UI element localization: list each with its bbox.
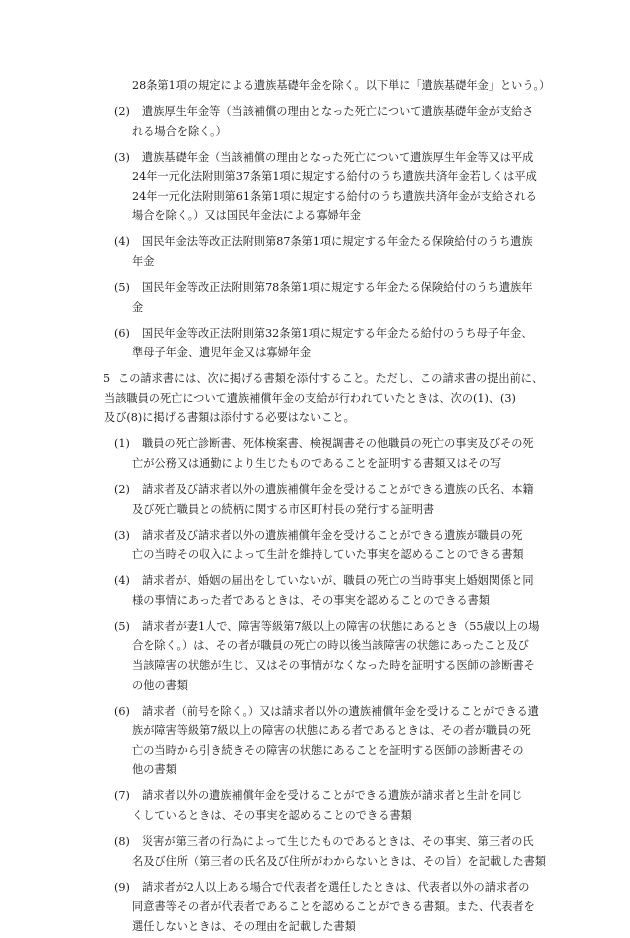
list-item-line: 国民年金等改正法附則第78条第1項に規定する年金たる保険給付のうち遺族年: [142, 281, 533, 294]
attachment-item-line: 請求者以外の遺族補償年金を受けることができる遺族が請求者と生計を同じ: [142, 789, 523, 803]
attachment-item-line: の他の書類: [132, 678, 188, 692]
list-item-number: (6): [114, 326, 130, 340]
list-item-line: 場合を除く。）又は国民年金法による寡婦年金: [132, 209, 362, 223]
attachment-item-number: (8): [114, 835, 130, 848]
list-item-line: 準母子年金、遺児年金又は寡婦年金: [132, 346, 312, 360]
attachment-item-line: 名及び住所（第三者の氏名及び住所がわからないときは、その旨）を記載した書類: [132, 854, 546, 868]
attachment-item-number: (2): [114, 483, 130, 496]
attachment-item-line: くしているときは、その事実を認めることのできる書類: [132, 809, 412, 822]
attachment-item-line: 請求者が妻1人で、障害等級第7級以上の障害の状態にあるとき（55歳以上の場: [142, 619, 540, 633]
attachment-item-line: 選任しないときは、その理由を記載した書類: [132, 919, 356, 933]
attachment-item-number: (3): [114, 528, 130, 542]
section-line: 及び(8)に掲げる書類は添付する必要はないこと。: [104, 411, 355, 425]
attachment-item-number: (4): [114, 574, 130, 588]
list-item-number: (3): [114, 150, 130, 164]
attachment-item-line: 合を除く。）は、その者が職員の死亡の時以後当該障害の状態にあったこと及び: [132, 639, 529, 653]
list-item-line: 24年一元化法附則第37条第1項に規定する給付のうち遺族共済年金若しくは平成: [132, 170, 537, 184]
section-number: 5: [103, 372, 111, 386]
attachment-item-line: 様の事情にあった者であるときは、その事実を認めることのできる書類: [132, 593, 490, 607]
section-line: 当該職員の死亡について遺族補償年金の支給が行われていたときは、次の(1)、(3): [104, 391, 516, 405]
attachment-item-line: 亡の当時その収入によって生計を維持していた事実を認めることのできる書類: [132, 548, 524, 562]
attachment-item-line: 請求者（前号を除く。）又は請求者以外の遺族補償年金を受けることができる遺: [142, 704, 539, 718]
attachment-item-line: 災害が第三者の行為によって生じたものであるときは、その事実、第三者の氏: [142, 835, 534, 848]
list-item-line: れる場合を除く。）: [132, 124, 227, 138]
attachment-item-line: 当該障害の状態が生じ、又はその事情がなくなった時を証明する医師の診断書そ: [132, 659, 535, 672]
list-item-line: 遺族基礎年金（当該補償の理由となった死亡について遺族厚生年金等又は平成: [142, 150, 534, 164]
list-item-number: (4): [114, 235, 130, 249]
attachment-item-line: 及び死亡職員との続柄に関する市区町村長の発行する証明書: [132, 502, 435, 516]
attachment-item-line: 亡の当時から引き続きその障害の状態にあることを証明する医師の診断書その: [132, 743, 524, 757]
attachment-item-number: (6): [114, 704, 130, 718]
attachment-item-line: 族が障害等級第7級以上の障害の状態にある者であるときは、その者が職員の死: [132, 724, 531, 738]
list-item-line: 遺族厚生年金等（当該補償の理由となった死亡について遺族基礎年金が支給さ: [142, 105, 534, 118]
attachment-item-line: 同意書等その者が代表者であることを認めることができる書類。また、代表者を: [132, 900, 535, 914]
list-item-line: 24年一元化法附則第61条第1項に規定する給付のうち遺族共済年金が支給される: [132, 189, 537, 203]
section-line: この請求書には、次に掲げる書類を添付すること。ただし、この請求書の提出前に、: [118, 372, 544, 386]
list-item-line: 国民年金法等改正法附則第87条第1項に規定する年金たる保険給付のうち遺族: [142, 235, 533, 249]
attachment-item-number: (1): [114, 437, 130, 451]
attachment-item-line: 職員の死亡診断書、死体検案書、検視調書その他職員の死亡の事実及びその死: [142, 437, 534, 451]
attachment-item-line: 請求者が2人以上ある場合で代表者を選任したときは、代表者以外の請求者の: [142, 880, 530, 894]
list-item-number: (2): [114, 105, 130, 118]
attachment-item-line: 請求者が、婚姻の届出をしていないが、職員の死亡の当時事実上婚姻関係と同: [142, 574, 534, 588]
attachment-item-line: 請求者及び請求者以外の遺族補償年金を受けることができる遺族が職員の死: [142, 528, 523, 542]
attachment-item-line: 亡が公務又は通勤により生じたものであることを証明する書類又はその写: [132, 457, 502, 470]
attachment-item-line: 請求者及び請求者以外の遺族補償年金を受けることができる遺族の氏名、本籍: [142, 483, 534, 496]
list-item-number: (5): [114, 281, 130, 294]
list-item-line: 年金: [132, 255, 155, 268]
attachment-item-number: (9): [114, 880, 130, 894]
paragraph-line: 28条第1項の規定による遺族基礎年金を除く。以下単に「遺族基礎年金」という。）: [132, 79, 551, 92]
attachment-item-number: (7): [114, 789, 130, 803]
attachment-item-number: (5): [114, 619, 130, 633]
list-item-line: 金: [132, 300, 144, 314]
list-item-line: 国民年金等改正法附則第32条第1項に規定する年金たる給付のうち母子年金、: [142, 326, 533, 340]
attachment-item-line: 他の書類: [132, 763, 177, 777]
